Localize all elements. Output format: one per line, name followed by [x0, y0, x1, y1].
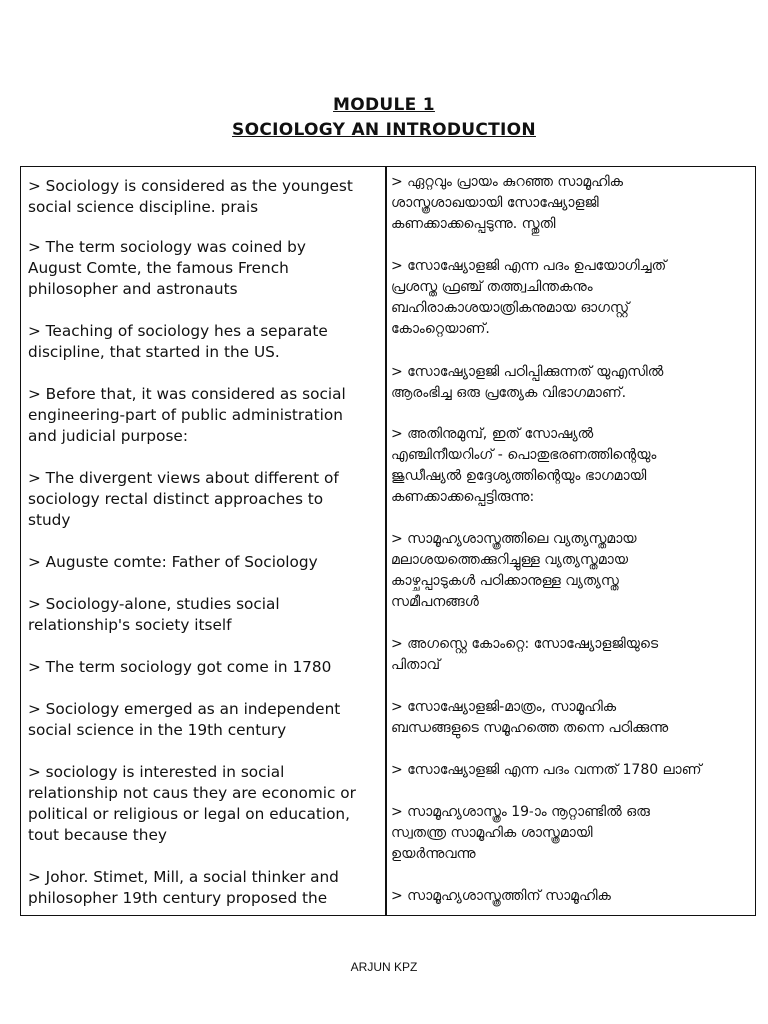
english-entry-3: > Teaching of sociology hes a separate discipline, that started in the US. — [28, 322, 328, 361]
notes-table — [20, 166, 756, 916]
malayalam-entry-4: > അതിനുമുമ്പ്, ഇത് സോഷ്യൽ എഞ്ചിനീയറിംഗ് - പൊതുഭരണത്തിന്റെയും ജുഡീഷ്യൽ ഉദ്ദേശ്യത്തിന്റെയും ഭാഗമായി കണക്കാക്കപ്പെട്ടിരുന്നു: — [391, 426, 657, 505]
column-divider — [385, 167, 387, 915]
english-entry-2: > The term sociology was coined by August Comte, the famous French philosopher and astronauts — [28, 238, 306, 298]
english-entry-10: > sociology is interested in social relationship not caus they are economic or political or religious or legal on education, tout because they — [28, 763, 356, 844]
malayalam-entry-10: > സാമൂഹ്യശാസ്ത്രത്തിന് സാമൂഹിക — [391, 888, 611, 904]
module-subtitle: SOCIOLOGY AN INTRODUCTION — [232, 120, 536, 140]
english-entry-9: > Sociology emerged as an independent social science in the 19th century — [28, 700, 341, 739]
malayalam-entry-9: > സാമൂഹ്യശാസ്ത്രം 19-ാം നൂറ്റാണ്ടിൽ ഒരു സ്വതന്ത്ര സാമൂഹിക ശാസ്ത്രമായി ഉയർന്നുവന്നു — [391, 804, 650, 862]
english-entry-11: > Johor. Stimet, Mill, a social thinker and philosopher 19th century proposed the — [28, 868, 339, 907]
english-entry-1: > Sociology is considered as the youngest social science discipline. prais — [28, 177, 353, 216]
footer-author: ARJUN KPZ — [350, 960, 418, 974]
malayalam-entry-7: > സോഷ്യോളജി-മാത്രം, സാമൂഹിക ബന്ധങ്ങളുടെ സമൂഹത്തെ തന്നെ പഠിക്കുന്നു — [391, 699, 669, 736]
malayalam-entry-5: > സാമൂഹ്യശാസ്ത്രത്തിലെ വ്യത്യസ്തമായ മലാശയത്തെക്കുറിച്ചുള്ള വ്യത്യസ്തമായ കാഴ്ചപ്പാടുകൾ പഠിക്കാനുള്ള വ്യത്യസ്ത സമീപനങ്ങൾ — [391, 531, 637, 610]
malayalam-entry-1: > ഏറ്റവും പ്രായം കുറഞ്ഞ സാമൂഹിക ശാസ്ത്രശാഖയായി സോഷ്യോളജി കണക്കാക്കപ്പെടുന്നു. സ്തുതി — [391, 174, 624, 232]
english-entry-8: > The term sociology got come in 1780 — [28, 658, 332, 676]
english-entry-7: > Sociology-alone, studies social relationship's society itself — [28, 595, 280, 634]
malayalam-entry-8: > സോഷ്യോളജി എന്ന പദം വന്നത് 1780 ലാണ് — [391, 762, 702, 778]
malayalam-entry-6: > അഗസ്റ്റെ കോംറ്റെ: സോഷ്യോളജിയുടെ പിതാവ് — [391, 636, 659, 673]
english-entry-5: > The divergent views about different of sociology rectal distinct approaches to study — [28, 469, 339, 529]
malayalam-entry-2: > സോഷ്യോളജി എന്ന പദം ഉപയോഗിച്ചത് പ്രശസ്ത ഫ്രഞ്ച് തത്ത്വചിന്തകനും ബഹിരാകാശയാത്രികനുമായ ഓഗസ്റ്റ് കോംറ്റെയാണ്. — [391, 258, 667, 337]
module-title: MODULE 1 — [333, 95, 435, 115]
english-entry-6: > Auguste comte: Father of Sociology — [28, 553, 318, 571]
english-entry-4: > Before that, it was considered as social engineering-part of public administration and judicial purpose: — [28, 385, 346, 445]
malayalam-entry-3: > സോഷ്യോളജി പഠിപ്പിക്കുന്നത് യുഎസിൽ ആരംഭിച്ച ഒരു പ്രത്യേക വിഭാഗമാണ്. — [391, 364, 664, 401]
